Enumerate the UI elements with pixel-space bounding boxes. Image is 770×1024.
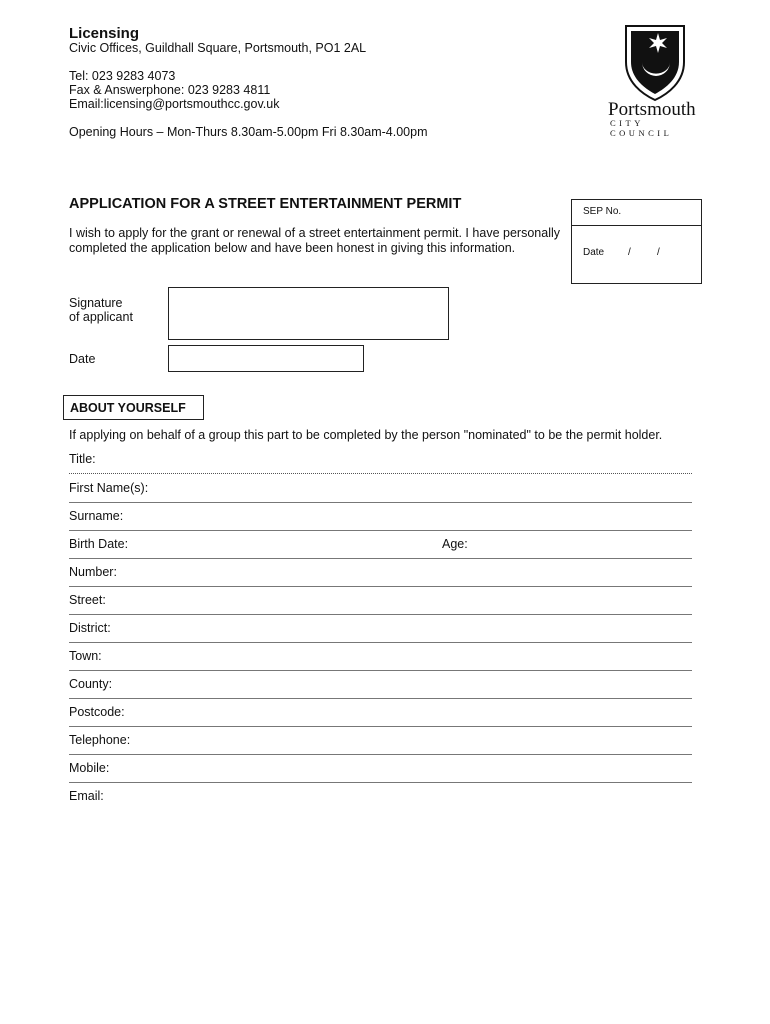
tel-text: Tel: 023 9283 4073 xyxy=(69,69,176,83)
email-label: Email: xyxy=(69,789,104,803)
star-and-crescent-crest-icon xyxy=(622,22,688,102)
signature-label-line1: Signature xyxy=(69,296,123,310)
date-label: Date xyxy=(69,352,96,366)
about-note: If applying on behalf of a group this part to be completed by the person "nominated" to be the permit holder. xyxy=(69,428,663,442)
town-input[interactable] xyxy=(119,645,689,667)
first-names-label: First Name(s): xyxy=(69,481,149,495)
sep-number-cell xyxy=(572,200,701,226)
logo-subtitle: CITY COUNCIL xyxy=(610,118,673,138)
telephone-input[interactable] xyxy=(139,729,689,751)
title-row xyxy=(69,446,692,474)
postcode-label: Postcode: xyxy=(69,705,125,719)
declaration-text: I wish to apply for the grant or renewal of a street entertainment permit. I have personally completed the application below and have been honest in giving this information. xyxy=(69,226,560,255)
birth-date-input[interactable] xyxy=(144,533,434,555)
county-input[interactable] xyxy=(124,673,689,695)
telephone-label: Telephone: xyxy=(69,733,131,747)
signature-label-line2: of applicant xyxy=(69,310,133,324)
form-title: APPLICATION FOR A STREET ENTERTAINMENT PERMIT xyxy=(69,196,462,212)
date-separator-1: / xyxy=(628,247,631,258)
number-row xyxy=(69,559,692,587)
title-label: Title: xyxy=(69,452,96,466)
surname-row xyxy=(69,503,692,531)
about-yourself-heading: ABOUT YOURSELF xyxy=(70,401,186,415)
telephone-row xyxy=(69,727,692,755)
street-row xyxy=(69,587,692,615)
age-label: Age: xyxy=(442,537,468,551)
about-yourself-heading-box xyxy=(63,395,204,420)
mobile-input[interactable] xyxy=(124,757,689,779)
number-label: Number: xyxy=(69,565,117,579)
mobile-row xyxy=(69,755,692,783)
surname-label: Surname: xyxy=(69,509,124,523)
logo-name: Portsmouth xyxy=(608,99,696,120)
mobile-label: Mobile: xyxy=(69,761,110,775)
email-input[interactable] xyxy=(114,785,689,807)
postcode-input[interactable] xyxy=(134,701,689,723)
signature-box[interactable] xyxy=(168,287,449,340)
district-row xyxy=(69,615,692,643)
town-label: Town: xyxy=(69,649,102,663)
age-input[interactable] xyxy=(474,533,689,555)
department-heading: Licensing xyxy=(69,25,140,42)
opening-hours-text: Opening Hours – Mon-Thurs 8.30am-5.00pm Fri 8.30am-4.00pm xyxy=(69,125,428,139)
fax-text: Fax & Answerphone: 023 9283 4811 xyxy=(69,83,271,97)
title-input[interactable] xyxy=(109,448,689,470)
town-row xyxy=(69,643,692,671)
first-names-input[interactable] xyxy=(159,477,689,499)
office-use-box xyxy=(571,199,702,284)
number-input[interactable] xyxy=(129,561,689,583)
date-separator-2: / xyxy=(657,247,660,258)
birth-date-label: Birth Date: xyxy=(69,537,129,551)
council-logo xyxy=(600,22,710,138)
county-row xyxy=(69,671,692,699)
district-label: District: xyxy=(69,621,111,635)
date-input-box[interactable] xyxy=(168,345,364,372)
street-label: Street: xyxy=(69,593,106,607)
county-label: County: xyxy=(69,677,113,691)
address-text: Civic Offices, Guildhall Square, Portsmouth, PO1 2AL xyxy=(69,41,367,55)
postcode-row xyxy=(69,699,692,727)
email-row xyxy=(69,783,692,811)
email-text: Email:licensing@portsmouthcc.gov.uk xyxy=(69,97,280,111)
district-input[interactable] xyxy=(124,617,689,639)
surname-input[interactable] xyxy=(139,505,689,527)
office-date-label: Date xyxy=(583,247,605,258)
birth-date-row xyxy=(69,531,692,559)
first-names-row xyxy=(69,475,692,503)
sep-number-label: SEP No. xyxy=(583,206,622,217)
street-input[interactable] xyxy=(124,589,689,611)
